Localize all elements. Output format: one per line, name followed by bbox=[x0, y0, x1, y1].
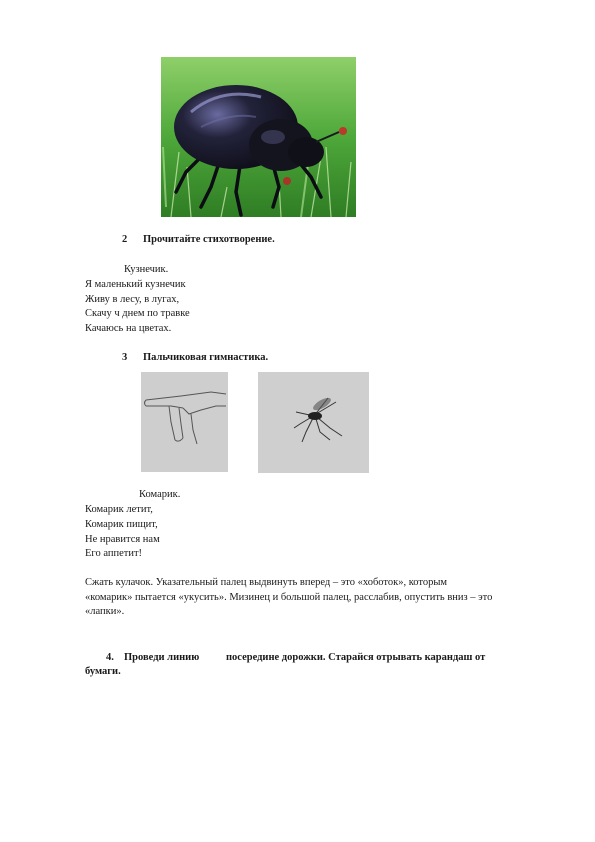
section-3-title: Пальчиковая гимнастика. bbox=[143, 352, 269, 363]
instruction-line: «лапки». bbox=[85, 606, 125, 617]
poem-line: Скачу ч днем по травке bbox=[85, 308, 190, 319]
poem-title: Кузнечик. bbox=[124, 264, 169, 275]
section-4-text-line2: бумаги. bbox=[85, 666, 121, 677]
poem-line: Его аппетит! bbox=[85, 548, 143, 559]
poem-line: Не нравится нам bbox=[85, 534, 160, 545]
section-3-number: 3 bbox=[122, 352, 128, 363]
finger-image bbox=[141, 372, 228, 472]
poem-line: Комарик летит, bbox=[85, 504, 153, 515]
finger-gesture-drawing bbox=[141, 372, 228, 472]
poem-title: Комарик. bbox=[139, 489, 181, 500]
instruction-line: Сжать кулачок. Указательный палец выдвинуть вперед – это «хоботок», которым bbox=[85, 577, 448, 588]
poem-line: Комарик пищит, bbox=[85, 519, 158, 530]
mosquito-image bbox=[258, 372, 369, 473]
mosquito-drawing bbox=[258, 372, 369, 473]
instruction-line: «комарик» пытается «укусить». Мизинец и большой палец, расслабив, опустить вниз – это bbox=[85, 592, 493, 603]
section-4-text-part2: посередине дорожки. Старайся отрывать карандаш от bbox=[226, 652, 486, 663]
poem-line: Я маленький кузнечик bbox=[85, 279, 186, 290]
poem-line: Качаюсь на цветах. bbox=[85, 323, 172, 334]
poem-line: Живу в лесу, в лугах, bbox=[85, 294, 180, 305]
beetle-photo bbox=[161, 57, 356, 217]
section-4-number: 4. bbox=[106, 652, 114, 663]
beetle-image bbox=[161, 57, 356, 217]
section-2-title: Прочитайте стихотворение. bbox=[143, 234, 275, 245]
section-4-text-part1: Проведи линию bbox=[124, 652, 200, 663]
section-2-number: 2 bbox=[122, 234, 128, 245]
